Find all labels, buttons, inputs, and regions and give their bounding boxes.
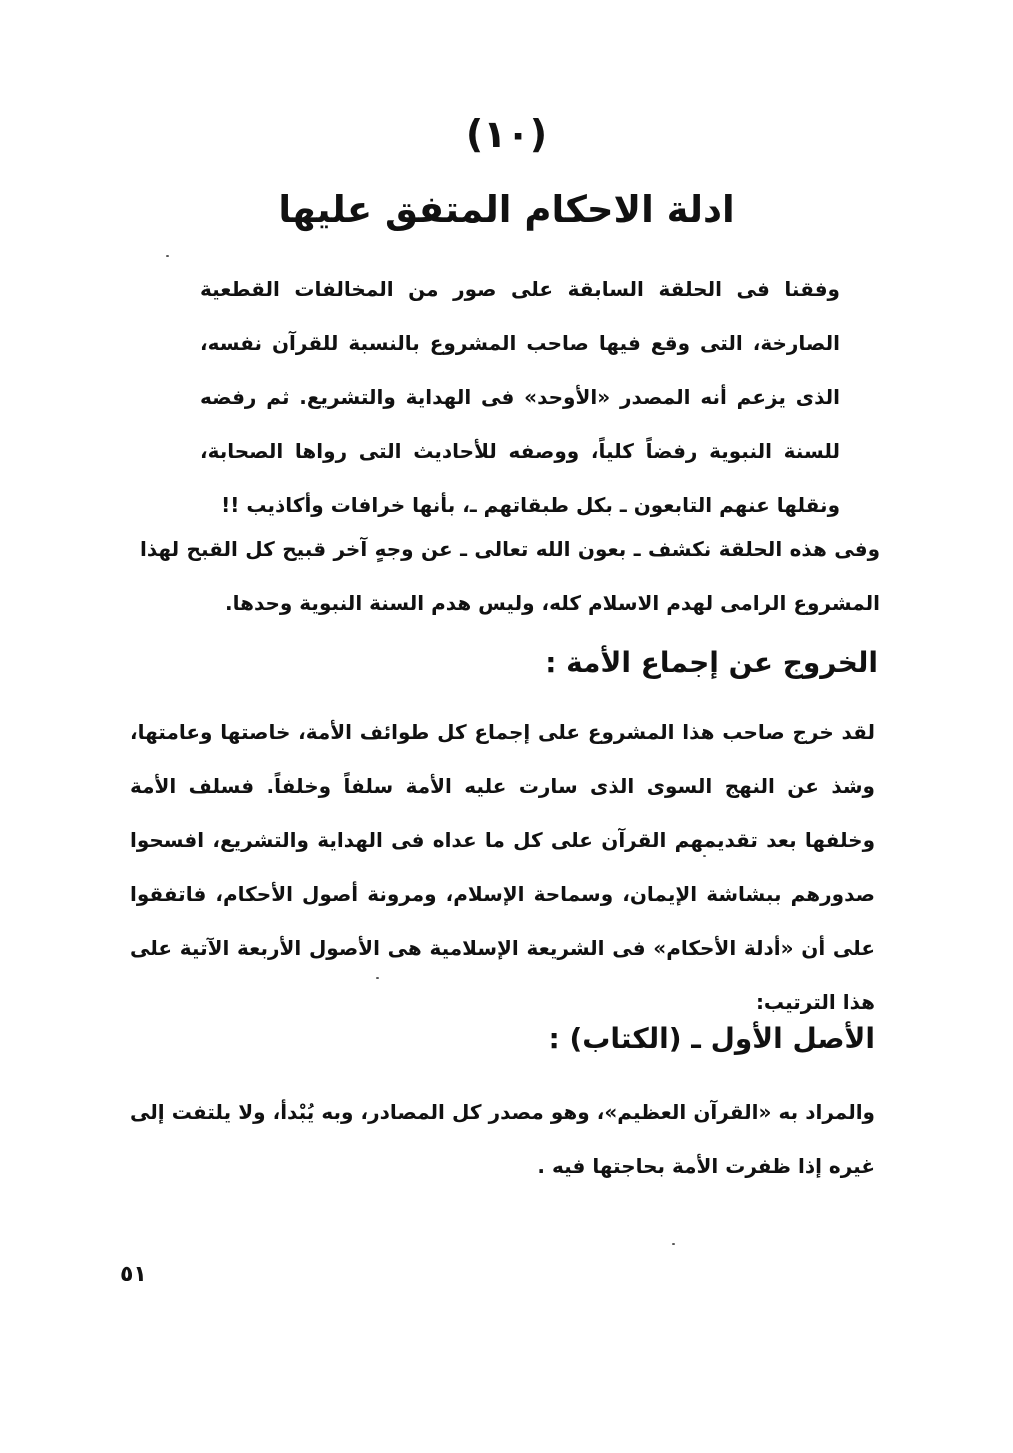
consensus-paragraph: لقد خرج صاحب هذا المشروع على إجماع كل طوائف الأمة، خاصتها وعامتها، وشذ عن النهج السوى الذى سارت عليه الأمة سلفاً وخلفاً. فسلف الأمة وخلفها بعد تقديمهم القرآن على كل ما عداه فى الهداية والتشريع، افسحوا صدورهم ببشاشة الإيمان، وسماحة الإسلام، ومرونة أصول الأحكام، فاتفقوا على أن «أدلة الأحكام» فى الشريعة الإسلامية هى الأصول الأربعة الآتية على هذا الترتيب: — [130, 720, 875, 1014]
section-heading-consensus: الخروج عن إجماع الأمة : — [545, 646, 878, 679]
page-number: ٥١ — [120, 1262, 147, 1287]
scan-speck — [376, 977, 379, 979]
intro-paragraph: وفقنا فى الحلقة السابقة على صور من المخالفات القطعية الصارخة، التى وقع فيها صاحب المشروع بالنسبة للقرآن نفسه، الذى يزعم أنه المصدر «الأوحد» فى الهداية والتشريع. ثم رفضه للسنة النبوية رفضاً كلياً، ووصفه للأحاديث التى رواها الصحابة، ونقلها عنهم التابعون ـ بكل طبقاتهم ـ، بأنها خرافات وأكاذيب !! — [200, 277, 840, 517]
scan-speck — [672, 1243, 675, 1245]
section-heading-first-source: الأصل الأول ـ (الكتاب) : — [548, 1022, 875, 1055]
chapter-title: ادلة الاحكام المتفق عليها — [278, 188, 735, 231]
scan-speck — [703, 855, 706, 857]
second-paragraph: وفى هذه الحلقة نكشف ـ بعون الله تعالى ـ عن وجهٍ آخر قبيح كل القبح لهذا المشروع الرامى لهدم الاسلام كله، وليس هدم السنة النبوية وحدها. — [140, 537, 880, 615]
book-paragraph: والمراد به «القرآن العظيم»، وهو مصدر كل المصادر، وبه يُبْدأ، ولا يلتفت إلى غيره إذا ظفرت الأمة بحاجتها فيه . — [130, 1100, 875, 1178]
chapter-number: (١٠) — [465, 112, 548, 156]
scan-speck — [166, 255, 169, 257]
